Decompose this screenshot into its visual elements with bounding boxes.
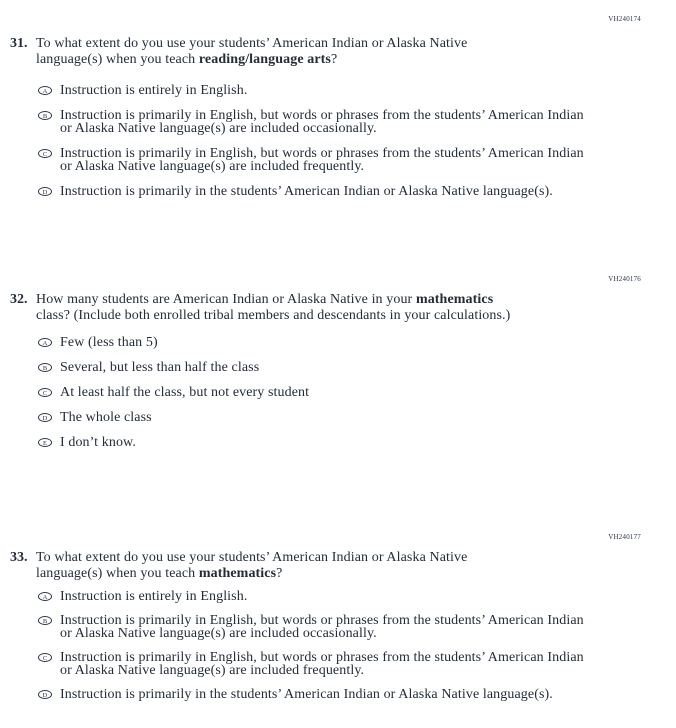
stem-line-2: language(s) when you teach: [36, 565, 199, 581]
q32-option-d[interactable]: [38, 411, 656, 424]
answer-bubble-c-icon[interactable]: C: [38, 149, 52, 158]
q33-option-c[interactable]: [38, 651, 656, 677]
option-label: The whole class: [60, 410, 152, 425]
option-label: Few (less than 5): [60, 335, 158, 350]
question-33-stem: [36, 550, 467, 581]
q31-option-a[interactable]: [38, 84, 656, 97]
option-label: Instruction is primarily in the students’ American Indian or Alaska Native language(s).: [60, 184, 553, 199]
answer-bubble-b-icon[interactable]: B: [38, 363, 52, 372]
question-32-stem: [36, 292, 510, 323]
option-label: Instruction is primarily in English, but words or phrases from the students’ American Indian or Alaska Native language(s) are included occasionally.: [60, 108, 584, 136]
question-31-options: [38, 84, 656, 198]
answer-bubble-b-icon[interactable]: B: [38, 616, 52, 625]
option-label: Instruction is primarily in the students’ American Indian or Alaska Native language(s).: [60, 687, 553, 702]
answer-bubble-a-icon[interactable]: A: [38, 86, 52, 95]
answer-bubble-a-icon[interactable]: A: [38, 338, 52, 347]
stem-line-2: class? (Include both enrolled tribal members and descendants in your calculations.): [36, 307, 511, 323]
answer-bubble-c-icon[interactable]: C: [38, 653, 52, 662]
question-31-number: 31.: [10, 36, 28, 51]
stem-line-2-end: ?: [276, 565, 283, 581]
answer-bubble-a-icon[interactable]: A: [38, 592, 52, 601]
q33-option-d[interactable]: [38, 688, 656, 701]
stem-line-1: To what extent do you use your students’ American Indian or Alaska Native: [36, 550, 468, 565]
option-label: Instruction is primarily in English, but words or phrases from the students’ American Indian or Alaska Native language(s) are included frequently.: [60, 146, 584, 174]
answer-bubble-d-icon[interactable]: D: [38, 413, 52, 422]
stem-line-2: language(s) when you teach: [36, 51, 199, 67]
stem-line-1: To what extent do you use your students’ American Indian or Alaska Native: [36, 36, 468, 51]
answer-bubble-e-icon[interactable]: E: [38, 438, 52, 447]
stem-bold-term: reading/language arts: [198, 51, 331, 67]
stem-bold-term: mathematics: [415, 292, 494, 307]
q32-option-e[interactable]: [38, 436, 656, 449]
q31-option-c[interactable]: [38, 147, 656, 173]
option-label: Instruction is primarily in English, but words or phrases from the students’ American Indian or Alaska Native language(s) are included occasionally.: [60, 613, 584, 641]
stem-line-1: How many students are American Indian or Alaska Native in your: [36, 292, 416, 307]
option-label: At least half the class, but not every student: [60, 385, 310, 400]
q32-option-c[interactable]: [38, 386, 656, 399]
option-label: Instruction is primarily in English, but words or phrases from the students’ American Indian or Alaska Native language(s) are included frequently.: [60, 650, 584, 678]
question-32: [0, 261, 676, 461]
question-33-options: [38, 590, 656, 701]
answer-bubble-d-icon[interactable]: D: [38, 187, 52, 196]
option-label: Several, but less than half the class: [60, 360, 260, 375]
option-label: I don’t know.: [60, 435, 136, 450]
q33-option-b[interactable]: [38, 614, 656, 640]
answer-bubble-d-icon[interactable]: D: [38, 690, 52, 699]
question-31: [0, 0, 676, 210]
question-31-code: VH240174: [608, 15, 641, 23]
question-31-stem: [36, 36, 467, 67]
q31-option-d[interactable]: [38, 185, 656, 198]
option-label: Instruction is entirely in English.: [60, 83, 248, 98]
question-32-options: [38, 336, 656, 449]
q32-option-a[interactable]: [38, 336, 656, 349]
q31-option-b[interactable]: [38, 109, 656, 135]
answer-bubble-c-icon[interactable]: C: [38, 388, 52, 397]
stem-line-2-end: ?: [331, 51, 338, 67]
q33-option-a[interactable]: [38, 590, 656, 603]
question-33-code: VH240177: [608, 533, 641, 541]
question-32-number: 32.: [10, 292, 28, 307]
question-33-number: 33.: [10, 550, 28, 565]
stem-bold-term: mathematics: [198, 565, 277, 581]
answer-bubble-b-icon[interactable]: B: [38, 111, 52, 120]
option-label: Instruction is entirely in English.: [60, 589, 248, 604]
question-32-code: VH240176: [608, 275, 641, 283]
q32-option-b[interactable]: [38, 361, 656, 374]
question-33: [0, 519, 676, 712]
